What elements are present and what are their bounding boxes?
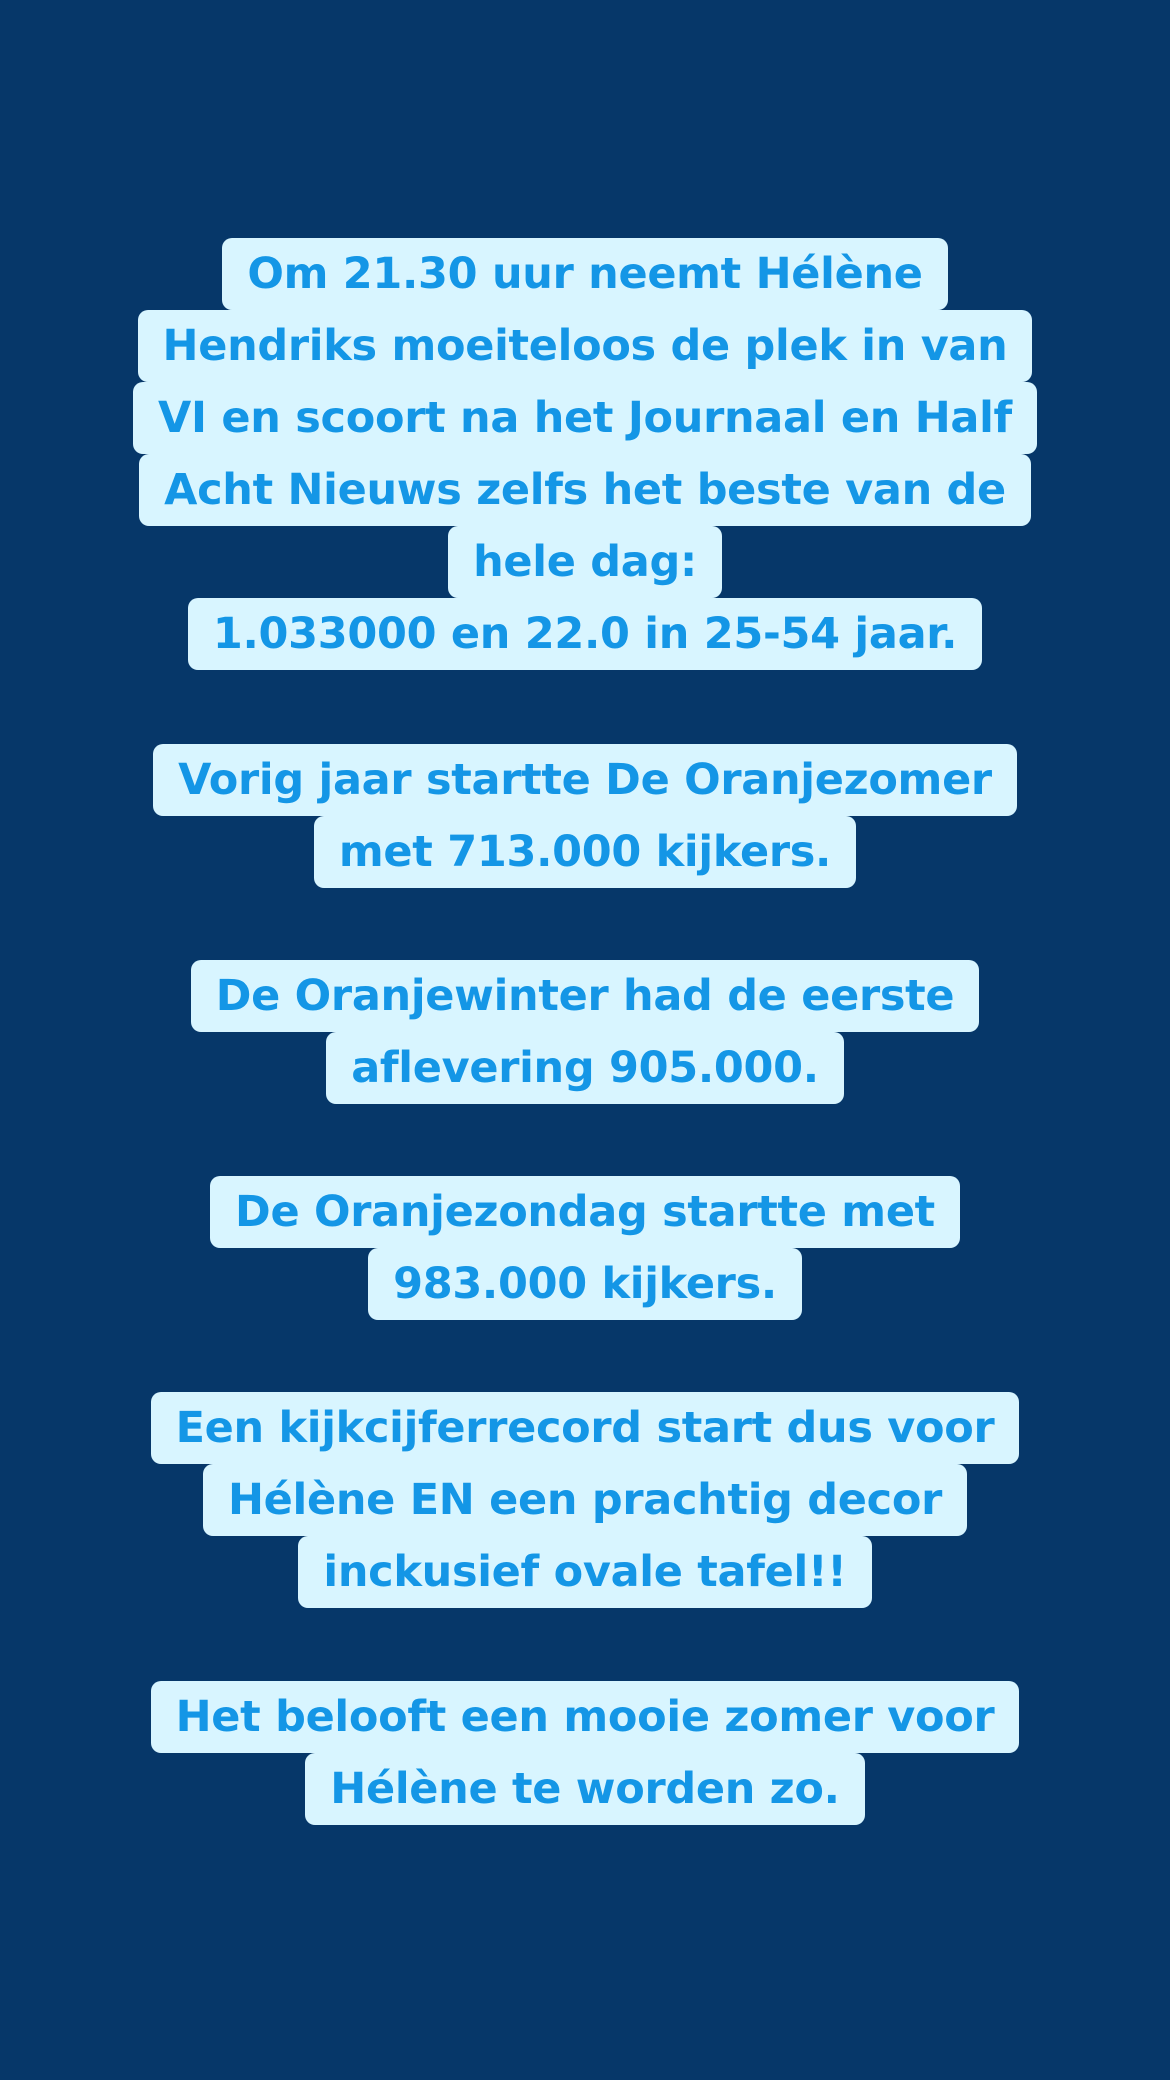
text-line: met 713.000 kijkers. [314,816,856,888]
text-line: Hélène EN een prachtig decor [203,1464,967,1536]
text-line: Het belooft een mooie zomer voor [151,1681,1020,1753]
text-line: 1.033000 en 22.0 in 25-54 jaar. [188,598,982,670]
text-line: De Oranjezondag startte met [210,1176,960,1248]
text-line: Een kijkcijferrecord start dus voor [151,1392,1020,1464]
text-line: Vorig jaar startte De Oranjezomer [153,744,1017,816]
text-line: VI en scoort na het Journaal en Half [133,382,1037,454]
text-line: aflevering 905.000. [326,1032,844,1104]
text-block-oranjewinter [0,960,1170,1104]
text-line: Acht Nieuws zelfs het beste van de [139,454,1031,526]
text-line: Om 21.30 uur neemt Hélène [222,238,947,310]
text-block-oranjezomer [0,744,1170,888]
text-line: 983.000 kijkers. [368,1248,802,1320]
text-block-outro [0,1681,1170,1825]
text-line: hele dag: [448,526,722,598]
text-line: inckusief ovale tafel!! [298,1536,871,1608]
text-block-oranjezondag [0,1176,1170,1320]
text-block-intro [0,238,1170,670]
text-block-record [0,1392,1170,1608]
text-line: Hélène te worden zo. [305,1753,864,1825]
text-line: Hendriks moeiteloos de plek in van [138,310,1033,382]
text-line: De Oranjewinter had de eerste [191,960,980,1032]
